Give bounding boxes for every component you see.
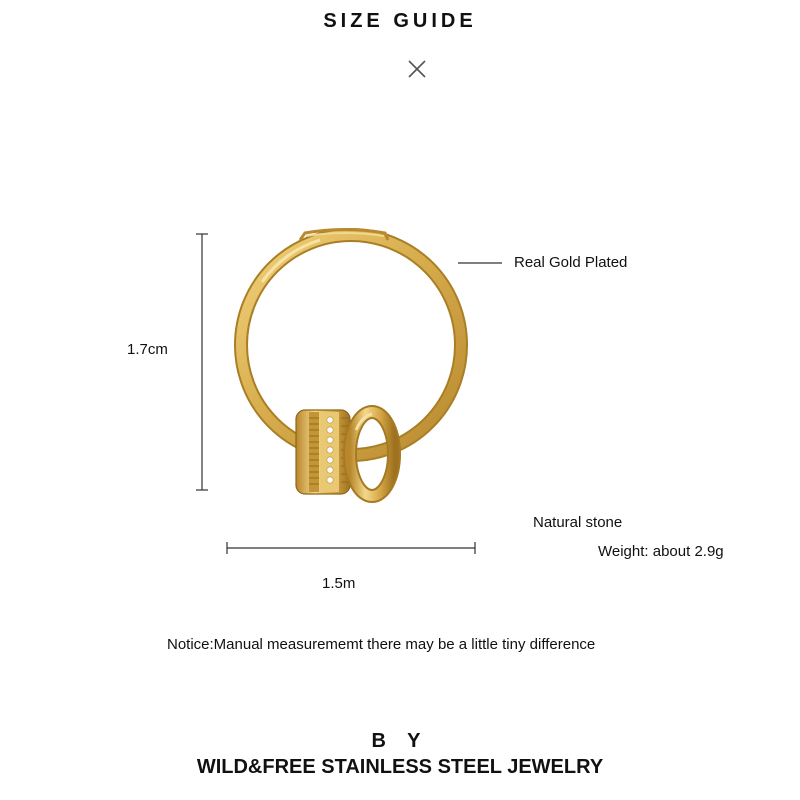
pave-barrel-charm (296, 410, 350, 494)
weight-label: Weight: about 2.9g (598, 543, 724, 560)
width-label: 1.5m (322, 575, 356, 592)
footer-by: B Y (371, 730, 429, 752)
plating-label: Real Gold Plated (514, 254, 628, 271)
width-dimension-line (227, 542, 475, 554)
height-dimension-line (196, 234, 208, 490)
brand-name: WILD&FREE STAINLESS STEEL JEWELRY (196, 756, 604, 778)
notice-text: Notice:Manual measurememt there may be a little tiny difference (167, 636, 596, 653)
height-label: 1.7cm (127, 341, 168, 358)
page-title: SIZE GUIDE (323, 10, 477, 32)
stone-label: Natural stone (533, 514, 623, 531)
